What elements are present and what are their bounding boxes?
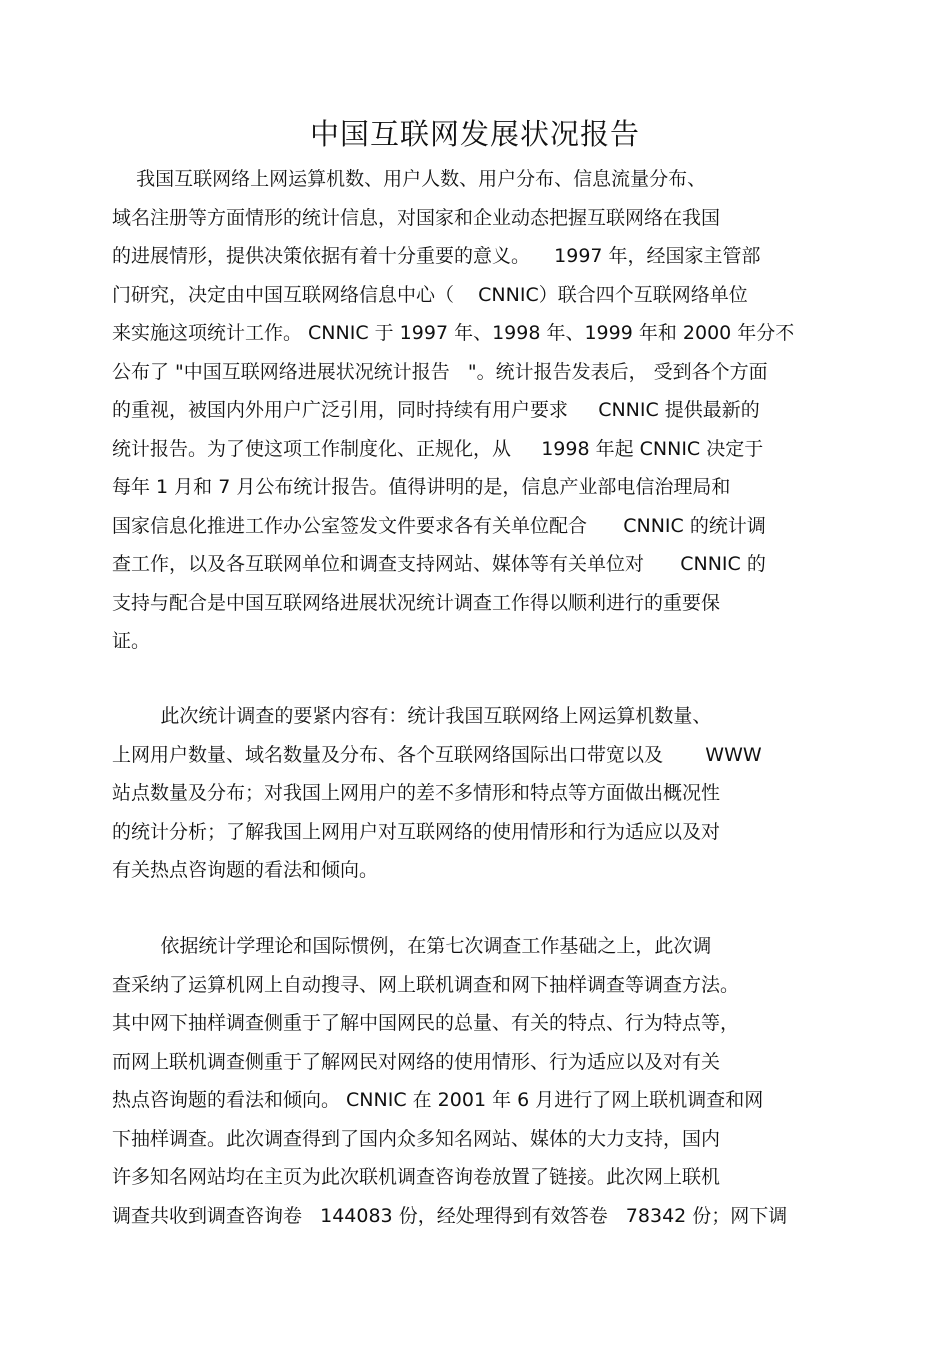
text-line: 此次统计调查的要紧内容有：统计我国互联网络上网运算机数量、 [112,705,712,727]
paragraph-3 [112,927,842,1235]
text-line: 公布了 "中国互联网络进展状况统计报告 "。统计报告发表后， 受到各个方面 [112,360,768,383]
text-line: 许多知名网站均在主页为此次联机调查咨询卷放置了链接。此次网上联机 [112,1166,721,1188]
text-line: 调查共收到调查咨询卷 144083 份，经处理得到有效答卷 78342 份；网下调 [112,1204,788,1227]
text-line: 上网用户数量、域名数量及分布、各个互联网络国际出口带宽以及 WWW [112,743,762,766]
text-line: 的进展情形，提供决策依据有着十分重要的意义。 1997 年，经国家主管部 [112,245,761,267]
text-line: 的统计分析；了解我国上网用户对互联网络的使用情形和行为适应以及对 [112,820,721,843]
text-line: 门研究，决定由中国互联网络信息中心（ CNNIC）联合四个互联网络单位 [112,283,748,306]
text-line: 支持与配合是中国互联网络进展状况统计调查工作得以顺利进行的重要保 [112,591,721,614]
text-line: 查采纳了运算机网上自动搜寻、网上联机调查和网下抽样调查等调查方法。 [112,973,740,996]
text-line: 国家信息化推进工作办公室签发文件要求各有关单位配合 CNNIC 的统计调 [112,514,766,537]
text-line: 查工作，以及各互联网单位和调查支持网站、媒体等有关单位对 CNNIC 的 [112,553,766,575]
text-line: 来实施这项统计工作。 CNNIC 于 1997 年、1998 年、1999 年和 2000 年分不 [112,322,795,344]
text-line: 证。 [112,630,151,652]
paragraph-2 [112,697,842,890]
text-line: 依据统计学理论和国际惯例，在第七次调查工作基础之上，此次调 [112,935,712,957]
text-line: 有关热点咨询题的看法和倾向。 [112,859,379,881]
text-line: 下抽样调查。此次调查得到了国内众多知名网站、媒体的大力支持，国内 [112,1127,721,1150]
text-line: 热点咨询题的看法和倾向。 CNNIC 在 2001 年 6 月进行了网上联机调查和网 [112,1089,764,1111]
text-line: 统计报告。为了使这项工作制度化、正规化，从 1998 年起 CNNIC 决定于 [112,437,764,460]
text-line: 站点数量及分布；对我国上网用户的差不多情形和特点等方面做出概况性 [112,782,721,804]
text-line: 的重视，被国内外用户广泛引用，同时持续有用户要求 CNNIC 提供最新的 [112,399,760,421]
text-line: 域名注册等方面情形的统计信息，对国家和企业动态把握互联网络在我国 [112,206,721,229]
text-line: 我国互联网络上网运算机数、用户人数、用户分布、信息流量分布、 [112,168,707,190]
text-line: 每年 1 月和 7 月公布统计报告。值得讲明的是，信息产业部电信治理局和 [112,476,731,498]
text-line: 其中网下抽样调查侧重于了解中国网民的总量、有关的特点、行为特点等， [112,1012,740,1034]
paragraph-1 [112,160,842,661]
text-line: 而网上联机调查侧重于了解网民对网络的使用情形、行为适应以及对有关 [112,1050,721,1073]
document-title: 中国互联网发展状况报告 [309,117,640,151]
